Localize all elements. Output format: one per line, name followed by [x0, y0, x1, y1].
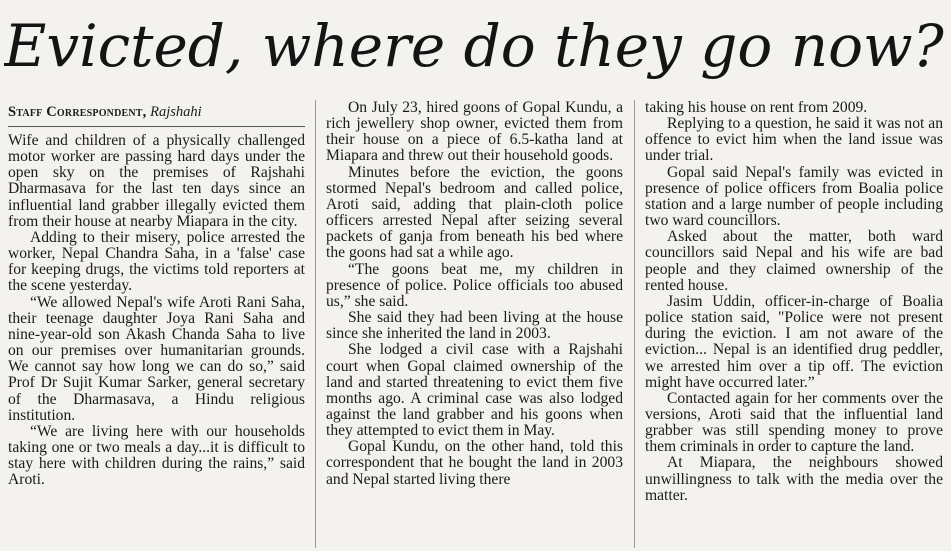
byline-location: Rajshahi — [150, 104, 202, 120]
byline-rule — [8, 126, 305, 127]
column-divider — [634, 100, 635, 548]
paragraph: “We are living here with our households taking one or two meals a day...it is difficult to stay here with children during the rains,” said Aroti. — [8, 422, 305, 489]
article-column-1 — [8, 100, 305, 548]
paragraph: “The goons beat me, my children in presence of police. Police officials too abused us,” she said. — [326, 260, 623, 310]
paragraph: Jasim Uddin, officer-in-charge of Boalia police station said, "Police were not present during the eviction. I am not aware of the eviction... Nepal is an identified drug peddler, we arrested him over a tip off. The eviction might have occurred later.” — [645, 292, 943, 391]
article-column-2 — [326, 100, 623, 548]
paragraph: She lodged a civil case with a Rajshahi court when Gopal claimed ownership of the land and started threatening to evict them five months ago. A criminal case was also lodged against the land grabber and his goons when they attempted to evict them in May. — [326, 341, 623, 440]
paragraph: taking his house on rent from 2009. — [645, 100, 868, 116]
paragraph: Adding to their misery, police arrested the worker, Nepal Chandra Saha, in a 'false' case for keeping drugs, the victims told reporters at the scene yesterday. — [8, 228, 305, 295]
headline: Evicted, where do they go now? — [4, 12, 944, 80]
paragraph: Contacted again for her comments over the versions, Aroti said that the influential land grabber was still spending money to prove them criminals in order to capture the land. — [645, 389, 943, 456]
paragraph: Gopal Kundu, on the other hand, told this correspondent that he bought the land in 2003 and Nepal started living there — [326, 438, 623, 488]
article-column-3 — [645, 100, 943, 548]
paragraph: Minutes before the eviction, the goons stormed Nepal's bedroom and called police, Aroti said, adding that plain-cloth police officers arrested Nepal after seizing several packets of ganja from beneath his bed where the goons had sat a while ago. — [326, 163, 623, 262]
byline-name: Staff Correspondent, — [8, 104, 147, 120]
paragraph: On July 23, hired goons of Gopal Kundu, a rich jewellery shop owner, evicted them from their house on a piece of 6.5-katha land at Miapara and threw out their household goods. — [326, 100, 623, 165]
paragraph: At Miapara, the neighbours showed unwillingness to talk with the media over the matter. — [645, 454, 943, 504]
paragraph: Replying to a question, he said it was not an offence to evict him when the land issue was under trial. — [645, 115, 943, 165]
paragraph: “We allowed Nepal's wife Aroti Rani Saha, their teenage daughter Joya Rani Saha and nine-year-old son Akash Chanda Saha to live on our premises over humanitarian grounds. We cannot say how long we can do so,” said Prof Dr Sujit Kumar Sarker, general secretary of the Dharmasava, a Hindu religious institution. — [8, 293, 305, 424]
paragraph: Asked about the matter, both ward councillors said Nepal and his wife are bad people and they claimed ownership of the rented house. — [645, 228, 943, 294]
paragraph: Wife and children of a physically challenged motor worker are passing hard days under the open sky on the premises of Rajshahi Dharmasava for the last ten days since an influential land grabber illegally evicted them from their house at nearby Miapara in the city. — [8, 132, 305, 230]
byline — [8, 104, 305, 121]
column-divider — [315, 100, 316, 548]
paragraph: Gopal said Nepal's family was evicted in presence of police officers from Boalia police station and a large number of people including two ward councillors. — [645, 163, 943, 230]
paragraph: She said they had been living at the house since she inherited the land in 2003. — [326, 309, 623, 343]
